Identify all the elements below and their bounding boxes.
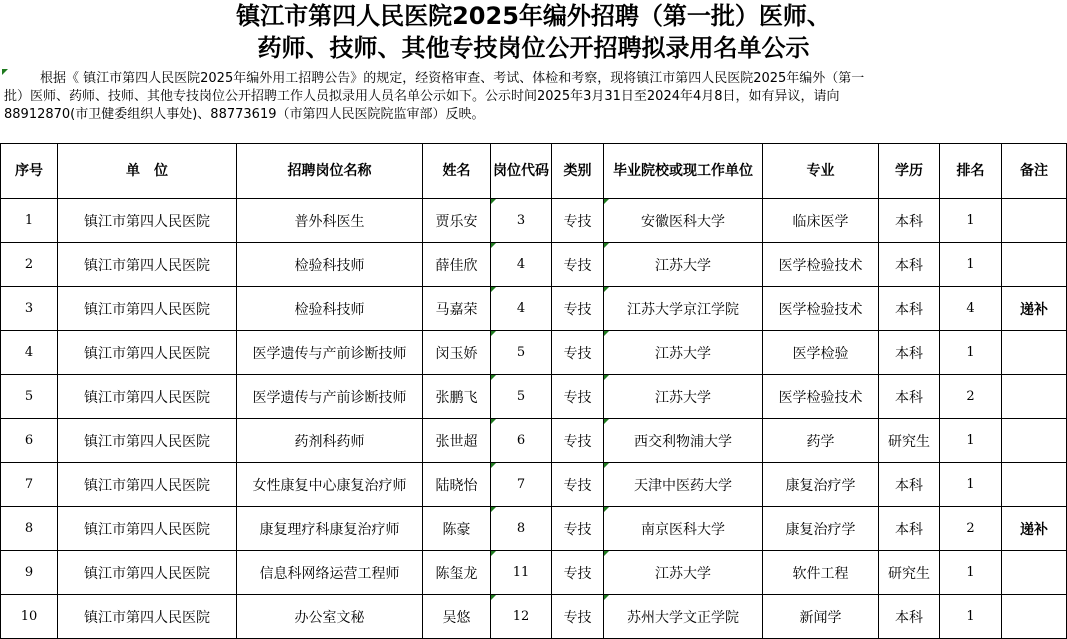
cell-comment-marker <box>491 199 496 204</box>
cell-text: 信息科网络运营工程师 <box>259 565 400 582</box>
cell-text: 本科 <box>895 345 923 362</box>
cell-text: 陈豪 <box>442 521 471 538</box>
cell-seq <box>1 375 58 419</box>
table-row <box>1 243 1067 287</box>
cell-position-code <box>491 507 552 551</box>
cell-text: 镇江市第四人民医院 <box>84 213 210 230</box>
cell-comment-marker <box>604 375 609 380</box>
cell-text: 1 <box>966 433 975 448</box>
cell-text: 本科 <box>895 257 923 274</box>
cell-text: 专技 <box>563 609 592 626</box>
cell-major <box>763 507 879 551</box>
cell-text: 镇江市第四人民医院 <box>84 257 210 274</box>
cell-name <box>423 507 491 551</box>
cell-comment-marker <box>491 375 496 380</box>
cell-seq <box>1 463 58 507</box>
cell-text: 1 <box>966 609 975 624</box>
cell-text: 递补 <box>1020 301 1048 318</box>
cell-position-code <box>491 463 552 507</box>
cell-remark <box>1002 507 1067 551</box>
cell-text: 陈玺龙 <box>435 565 478 582</box>
cell-name <box>423 419 491 463</box>
header-position-code: 岗位代码 <box>491 144 552 199</box>
cell-text: 4 <box>24 345 34 360</box>
cell-category <box>552 199 604 243</box>
cell-rank <box>940 287 1002 331</box>
cell-major <box>763 331 879 375</box>
cell-remark <box>1002 419 1067 463</box>
cell-comment-marker <box>604 507 609 512</box>
cell-position <box>237 199 423 243</box>
cell-position-code <box>491 287 552 331</box>
cell-position <box>237 331 423 375</box>
cell-text: 江苏大学 <box>655 257 711 274</box>
cell-text: 专技 <box>563 257 592 274</box>
header-school: 毕业院校或现工作单位 <box>604 144 763 199</box>
title-line-2: 药师、技师、其他专技岗位公开招聘拟录用名单公示 <box>257 34 810 62</box>
cell-seq <box>1 331 58 375</box>
cell-text: 1 <box>966 257 975 272</box>
cell-text: 镇江市第四人民医院 <box>84 521 210 538</box>
cell-text: 10 <box>20 609 38 624</box>
cell-position-code <box>491 331 552 375</box>
cell-rank <box>940 463 1002 507</box>
cell-category <box>552 419 604 463</box>
intro-line-2: 批）医师、药师、技师、其他专技岗位公开招聘工作人员拟录用人员名单公示如下。公示时间2025年3月31日至2024年4月8日，如有异议，请向 <box>4 89 840 104</box>
cell-text: 苏州大学文正学院 <box>627 609 739 626</box>
cell-text: 7 <box>516 477 526 492</box>
cell-category <box>552 287 604 331</box>
cell-text: 4 <box>966 301 975 316</box>
cell-comment-marker <box>491 595 496 600</box>
cell-rank <box>940 419 1002 463</box>
cell-text: 薛佳欣 <box>435 257 478 274</box>
announcement-text <box>4 70 1062 124</box>
header-unit: 单 位 <box>58 144 237 199</box>
cell-text: 专技 <box>563 565 592 582</box>
cell-text: 2 <box>24 257 34 272</box>
header-category: 类别 <box>552 144 604 199</box>
cell-text: 研究生 <box>888 565 930 582</box>
cell-text: 专技 <box>563 213 592 230</box>
cell-position <box>237 595 423 639</box>
cell-text: 专技 <box>563 521 592 538</box>
cell-major <box>763 595 879 639</box>
cell-rank <box>940 199 1002 243</box>
cell-text: 天津中医药大学 <box>634 477 732 494</box>
cell-unit <box>58 507 237 551</box>
cell-text: 1 <box>966 345 975 360</box>
cell-category <box>552 375 604 419</box>
cell-seq <box>1 287 58 331</box>
cell-text: 镇江市第四人民医院 <box>84 477 210 494</box>
cell-text: 2 <box>966 521 975 536</box>
header-major: 专业 <box>763 144 879 199</box>
cell-text: 检验科技师 <box>294 257 365 274</box>
cell-name <box>423 243 491 287</box>
cell-major <box>763 419 879 463</box>
cell-text: 康复治疗学 <box>785 477 856 494</box>
cell-text: 江苏大学京江学院 <box>627 301 739 318</box>
cell-text: 江苏大学 <box>655 565 711 582</box>
cell-position <box>237 287 423 331</box>
cell-text: 6 <box>24 433 34 448</box>
cell-position-code <box>491 243 552 287</box>
cell-text: 研究生 <box>888 433 930 450</box>
cell-degree <box>879 595 940 639</box>
cell-text: 5 <box>516 389 526 404</box>
intro-line-3: 88912870(市卫健委组织人事处)、88773619（市第四人民医院院监审部）反映。 <box>4 107 485 122</box>
cell-remark <box>1002 287 1067 331</box>
table-body <box>1 199 1067 639</box>
page-title <box>0 0 1067 68</box>
cell-text: 专技 <box>563 433 592 450</box>
cell-comment-marker <box>604 199 609 204</box>
cell-text: 普外科医生 <box>294 213 365 230</box>
cell-text: 药剂科药师 <box>294 433 365 450</box>
cell-text: 贾乐安 <box>435 213 478 230</box>
cell-text: 8 <box>24 521 34 536</box>
cell-school <box>604 463 763 507</box>
table-row <box>1 595 1067 639</box>
cell-text: 女性康复中心康复治疗师 <box>252 477 407 494</box>
cell-degree <box>879 287 940 331</box>
cell-position <box>237 551 423 595</box>
table-row <box>1 419 1067 463</box>
cell-comment-marker <box>604 551 609 556</box>
cell-text: 检验科技师 <box>294 301 365 318</box>
cell-text: 专技 <box>563 477 592 494</box>
cell-text: 医学遗传与产前诊断技师 <box>252 389 407 406</box>
cell-text: 4 <box>516 301 526 316</box>
cell-position-code <box>491 419 552 463</box>
cell-unit <box>58 419 237 463</box>
cell-unit <box>58 463 237 507</box>
cell-text: 医学遗传与产前诊断技师 <box>252 345 407 362</box>
cell-name <box>423 287 491 331</box>
cell-seq <box>1 419 58 463</box>
cell-degree <box>879 507 940 551</box>
table-row <box>1 375 1067 419</box>
cell-text: 3 <box>24 301 34 316</box>
cell-major <box>763 551 879 595</box>
header-degree: 学历 <box>879 144 940 199</box>
cell-text: 镇江市第四人民医院 <box>84 433 210 450</box>
cell-text: 软件工程 <box>792 565 849 582</box>
cell-category <box>552 463 604 507</box>
cell-text: 12 <box>512 609 530 624</box>
cell-remark <box>1002 463 1067 507</box>
cell-degree <box>879 463 940 507</box>
cell-text: 本科 <box>895 521 923 538</box>
cell-text: 陆晓怡 <box>435 477 478 494</box>
cell-position <box>237 463 423 507</box>
cell-school <box>604 419 763 463</box>
cell-text: 7 <box>24 477 34 492</box>
cell-category <box>552 243 604 287</box>
cell-school <box>604 375 763 419</box>
cell-unit <box>58 287 237 331</box>
cell-text: 马嘉荣 <box>435 301 478 318</box>
table-row <box>1 463 1067 507</box>
cell-comment-marker <box>491 243 496 248</box>
table-row <box>1 507 1067 551</box>
header-seq: 序号 <box>1 144 58 199</box>
table-row <box>1 199 1067 243</box>
cell-text: 本科 <box>895 213 923 230</box>
cell-position <box>237 419 423 463</box>
cell-unit <box>58 375 237 419</box>
cell-position-code <box>491 595 552 639</box>
cell-text: 专技 <box>563 389 592 406</box>
cell-name <box>423 199 491 243</box>
cell-text: 1 <box>966 213 975 228</box>
cell-position-code <box>491 375 552 419</box>
cell-remark <box>1002 331 1067 375</box>
title-line-1: 镇江市第四人民医院2025年编外招聘（第一批）医师、 <box>236 2 831 30</box>
cell-text: 1 <box>966 565 975 580</box>
table-header-row <box>1 144 1067 199</box>
cell-comment-marker <box>604 463 609 468</box>
cell-name <box>423 331 491 375</box>
cell-degree <box>879 375 940 419</box>
cell-name <box>423 551 491 595</box>
cell-text: 南京医科大学 <box>641 521 725 538</box>
cell-remark <box>1002 243 1067 287</box>
cell-major <box>763 199 879 243</box>
cell-text: 办公室文秘 <box>294 609 365 626</box>
cell-remark <box>1002 199 1067 243</box>
cell-text: 5 <box>24 389 34 404</box>
cell-school <box>604 331 763 375</box>
cell-major <box>763 287 879 331</box>
cell-position <box>237 243 423 287</box>
cell-comment-marker <box>604 595 609 600</box>
cell-rank <box>940 375 1002 419</box>
cell-school <box>604 551 763 595</box>
cell-text: 镇江市第四人民医院 <box>84 565 210 582</box>
cell-degree <box>879 419 940 463</box>
cell-text: 镇江市第四人民医院 <box>84 301 210 318</box>
cell-school <box>604 595 763 639</box>
cell-comment-marker <box>491 287 496 292</box>
cell-comment-marker <box>604 419 609 424</box>
cell-comment-marker <box>491 507 496 512</box>
cell-text: 医学检验技术 <box>778 301 863 318</box>
cell-text: 1 <box>24 213 34 228</box>
cell-text: 专技 <box>563 301 592 318</box>
cell-comment-marker <box>491 551 496 556</box>
cell-text: 张鹏飞 <box>435 389 478 406</box>
cell-text: 1 <box>966 477 975 492</box>
cell-text: 3 <box>516 213 526 228</box>
header-rank: 排名 <box>940 144 1002 199</box>
cell-text: 药学 <box>806 433 835 450</box>
cell-comment-marker <box>491 331 496 336</box>
cell-school <box>604 287 763 331</box>
cell-rank <box>940 595 1002 639</box>
cell-text: 闵玉娇 <box>435 345 478 362</box>
cell-unit <box>58 199 237 243</box>
cell-unit <box>58 551 237 595</box>
cell-text: 5 <box>516 345 526 360</box>
cell-school <box>604 199 763 243</box>
cell-text: 镇江市第四人民医院 <box>84 389 210 406</box>
cell-category <box>552 551 604 595</box>
cell-category <box>552 595 604 639</box>
cell-text: 专技 <box>563 345 592 362</box>
cell-text: 临床医学 <box>792 213 849 230</box>
cell-text: 医学检验技术 <box>778 257 863 274</box>
table-row <box>1 287 1067 331</box>
cell-comment-marker <box>491 419 496 424</box>
cell-rank <box>940 331 1002 375</box>
cell-degree <box>879 243 940 287</box>
cell-text: 康复理疗科康复治疗师 <box>259 521 400 538</box>
cell-degree <box>879 331 940 375</box>
cell-text: 8 <box>516 521 526 536</box>
intro-line-1: 根据《 镇江市第四人民医院2025年编外用工招聘公告》的规定，经资格审查、考试、体检和考察，现将镇江市第四人民医院2025年编外（第一 <box>40 71 865 86</box>
cell-text: 医学检验 <box>792 345 849 362</box>
cell-name <box>423 595 491 639</box>
cell-rank <box>940 243 1002 287</box>
cell-unit <box>58 595 237 639</box>
cell-remark <box>1002 375 1067 419</box>
cell-text: 本科 <box>895 301 923 318</box>
cell-text: 本科 <box>895 477 923 494</box>
cell-comment-marker <box>491 463 496 468</box>
cell-name <box>423 463 491 507</box>
cell-text: 4 <box>516 257 526 272</box>
cell-position <box>237 375 423 419</box>
cell-category <box>552 507 604 551</box>
header-position: 招聘岗位名称 <box>237 144 423 199</box>
cell-remark <box>1002 595 1067 639</box>
cell-text: 康复治疗学 <box>785 521 856 538</box>
cell-text: 本科 <box>895 389 923 406</box>
cell-school <box>604 507 763 551</box>
cell-position-code <box>491 551 552 595</box>
header-remark: 备注 <box>1002 144 1067 199</box>
cell-text: 递补 <box>1020 521 1048 538</box>
cell-seq <box>1 199 58 243</box>
cell-text: 江苏大学 <box>655 345 711 362</box>
cell-unit <box>58 243 237 287</box>
cell-text: 江苏大学 <box>655 389 711 406</box>
candidate-table <box>0 143 1067 639</box>
cell-category <box>552 331 604 375</box>
cell-major <box>763 375 879 419</box>
cell-text: 新闻学 <box>799 609 842 626</box>
cell-text: 镇江市第四人民医院 <box>84 345 210 362</box>
table-row <box>1 331 1067 375</box>
cell-text: 本科 <box>895 609 923 626</box>
cell-remark <box>1002 551 1067 595</box>
cell-text: 2 <box>966 389 975 404</box>
cell-major <box>763 463 879 507</box>
cell-text: 11 <box>512 565 530 580</box>
cell-seq <box>1 243 58 287</box>
cell-rank <box>940 551 1002 595</box>
cell-comment-marker <box>604 243 609 248</box>
header-name: 姓名 <box>423 144 491 199</box>
cell-major <box>763 243 879 287</box>
cell-degree <box>879 199 940 243</box>
cell-rank <box>940 507 1002 551</box>
cell-text: 医学检验技术 <box>778 389 863 406</box>
cell-name <box>423 375 491 419</box>
cell-degree <box>879 551 940 595</box>
cell-text: 安徽医科大学 <box>641 213 725 230</box>
cell-text: 镇江市第四人民医院 <box>84 609 210 626</box>
table-row <box>1 551 1067 595</box>
cell-seq <box>1 507 58 551</box>
cell-unit <box>58 331 237 375</box>
cell-position-code <box>491 199 552 243</box>
cell-text: 9 <box>24 565 34 580</box>
cell-text: 张世超 <box>435 433 478 450</box>
cell-position <box>237 507 423 551</box>
cell-text: 西交利物浦大学 <box>634 433 732 450</box>
cell-comment-marker <box>604 287 609 292</box>
cell-seq <box>1 551 58 595</box>
cell-text: 6 <box>516 433 526 448</box>
cell-seq <box>1 595 58 639</box>
cell-school <box>604 243 763 287</box>
cell-comment-marker <box>604 331 609 336</box>
cell-text: 吴悠 <box>442 609 471 626</box>
